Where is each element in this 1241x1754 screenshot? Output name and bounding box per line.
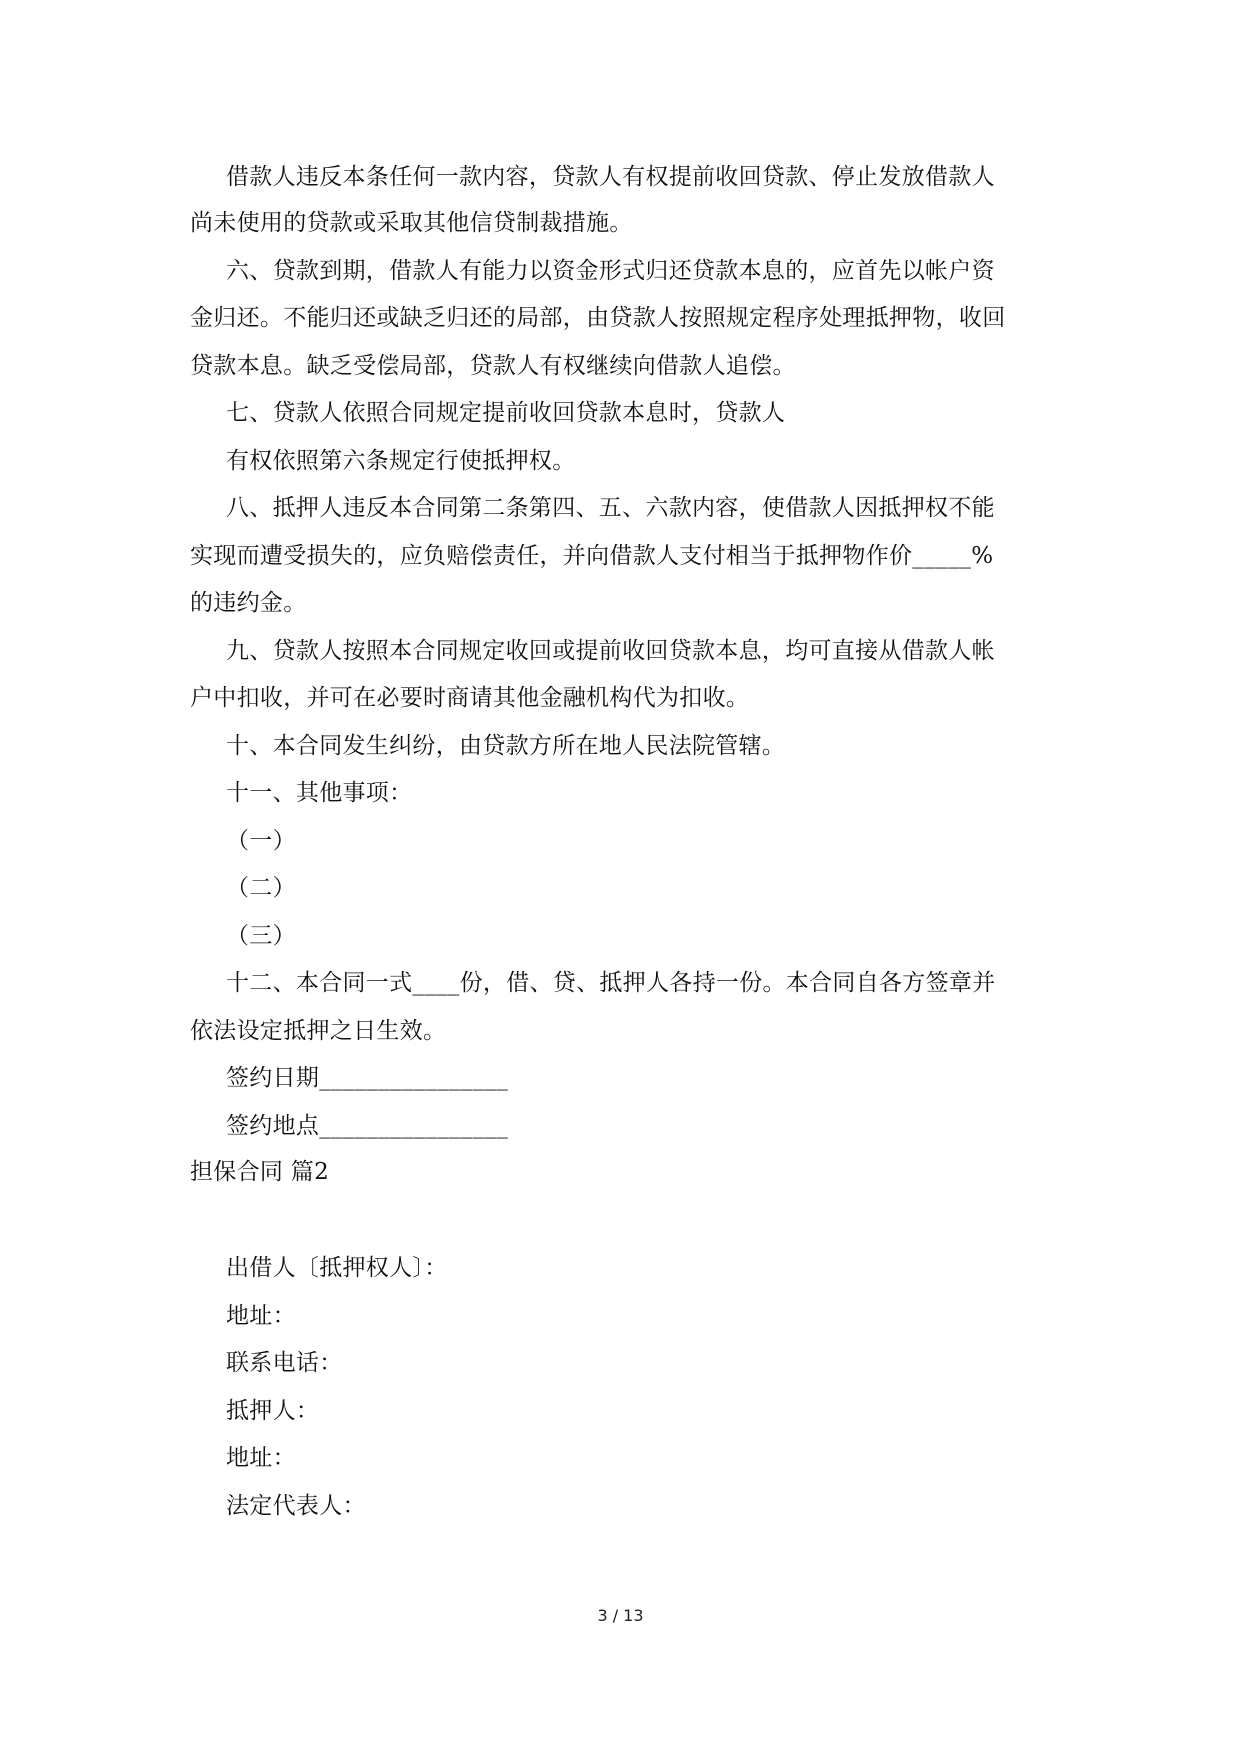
list-item: （一） (226, 828, 296, 854)
paragraph-line: 借款人违反本条任何一款内容，贷款人有权提前收回贷款、停止发放借款人 (226, 164, 995, 190)
form-field-label: 抵押人： (226, 1398, 320, 1424)
paragraph-line: 有权依照第六条规定行使抵押权。 (226, 448, 576, 474)
list-item: （三） (226, 923, 296, 949)
paragraph-line: 八、抵押人违反本合同第二条第四、五、六款内容，使借款人因抵押权不能 (226, 495, 995, 521)
paragraph-line: 依法设定抵押之日生效。 (190, 1018, 447, 1044)
paragraph-line: 十一、其他事项： (226, 780, 413, 806)
form-field-label: 联系电话： (226, 1350, 343, 1376)
paragraph-line: 金归还。不能归还或缺乏归还的局部，由贷款人按照规定程序处理抵押物，收回 (190, 305, 1006, 331)
paragraph-line: 户中扣收，并可在必要时商请其他金融机构代为扣收。 (190, 685, 750, 711)
form-field-label: 出借人〔抵押权人〕： (226, 1255, 448, 1281)
section-heading: 担保合同 篇2 (190, 1159, 330, 1185)
paragraph-line: 贷款本息。缺乏受偿局部，贷款人有权继续向借款人追偿。 (190, 353, 796, 379)
form-field-label: 法定代表人： (226, 1493, 366, 1519)
paragraph-line: 的违约金。 (190, 590, 307, 616)
paragraph-line: 实现而遭受损失的，应负赔偿责任，并向借款人支付相当于抵押物作价_____% (190, 543, 994, 569)
form-field-label: 地址： (226, 1445, 296, 1471)
sign-date-field: 签约日期________________ (226, 1065, 508, 1091)
page-number: 3 / 13 (597, 1606, 644, 1625)
paragraph-line: 七、贷款人依照合同规定提前收回贷款本息时，贷款人 (226, 400, 786, 426)
list-item: （二） (226, 875, 296, 901)
form-field-label: 地址： (226, 1303, 296, 1329)
paragraph-line: 十二、本合同一式____份，借、贷、抵押人各持一份。本合同自各方签章并 (226, 970, 996, 996)
sign-place-field: 签约地点________________ (226, 1113, 508, 1139)
paragraph-line: 十、本合同发生纠纷，由贷款方所在地人民法院管辖。 (226, 733, 786, 759)
paragraph-line: 九、贷款人按照本合同规定收回或提前收回贷款本息，均可直接从借款人帐 (226, 638, 995, 664)
paragraph-line: 六、贷款到期，借款人有能力以资金形式归还贷款本息的，应首先以帐户资 (226, 258, 995, 284)
paragraph-line: 尚未使用的贷款或采取其他信贷制裁措施。 (190, 210, 633, 236)
